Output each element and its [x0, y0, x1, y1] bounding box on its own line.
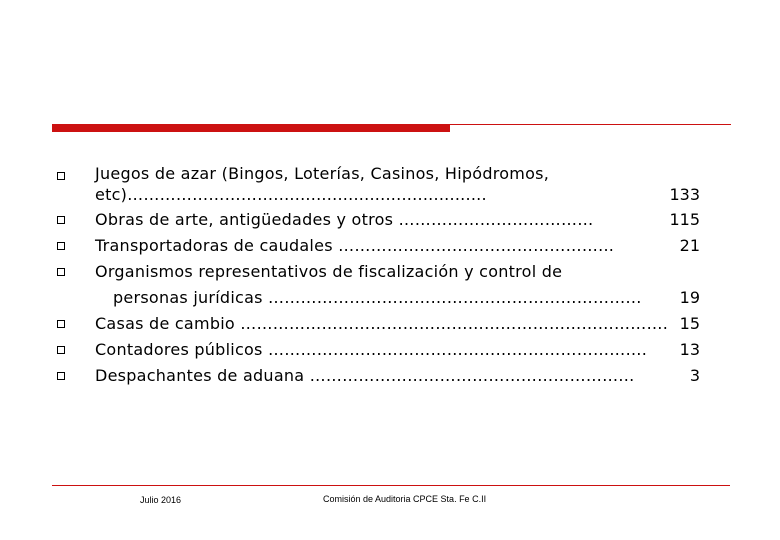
item-value: 115 [669, 210, 700, 229]
item-value: 133 [669, 185, 700, 204]
bullet-icon [57, 172, 65, 180]
footer-organization: Comisión de Auditoria CPCE Sta. Fe C.II [323, 494, 487, 504]
bullet-icon [57, 372, 65, 380]
header-accent-bar [52, 124, 450, 132]
bullet-icon [57, 216, 65, 224]
item-text-line: Despachantes de aduana …………………………………………………... [95, 366, 635, 385]
bullet-icon [57, 346, 65, 354]
item-value: 21 [679, 236, 700, 255]
item-text-line: etc)………………………........................................ [95, 185, 487, 204]
item-value: 19 [679, 288, 700, 307]
bullet-icon [57, 320, 65, 328]
item-text-line: Obras de arte, antigüedades y otros ……………………………… [95, 210, 594, 229]
item-text-line: Transportadoras de caudales …………………………………………... [95, 236, 615, 255]
footer-date: Julio 2016 [140, 495, 182, 505]
item-text-line: Juegos de azar (Bingos, Loterías, Casinos, Hipódromos, [95, 164, 550, 183]
item-value: 13 [679, 340, 700, 359]
bullet-icon [57, 268, 65, 276]
item-text-line: Organismos representativos de fiscalización y control de [95, 262, 563, 281]
footer-rule [52, 485, 730, 486]
item-value: 15 [679, 314, 700, 333]
header-rule [450, 124, 731, 125]
bullet-icon [57, 242, 65, 250]
item-text-line: Casas de cambio ……………………………………………………………………. [95, 314, 669, 333]
item-text-line: personas jurídicas …………………………………………………………... [113, 288, 642, 307]
item-text-line: Contadores públicos ……………………………………………………………. [95, 340, 648, 359]
item-value: 3 [689, 366, 700, 385]
